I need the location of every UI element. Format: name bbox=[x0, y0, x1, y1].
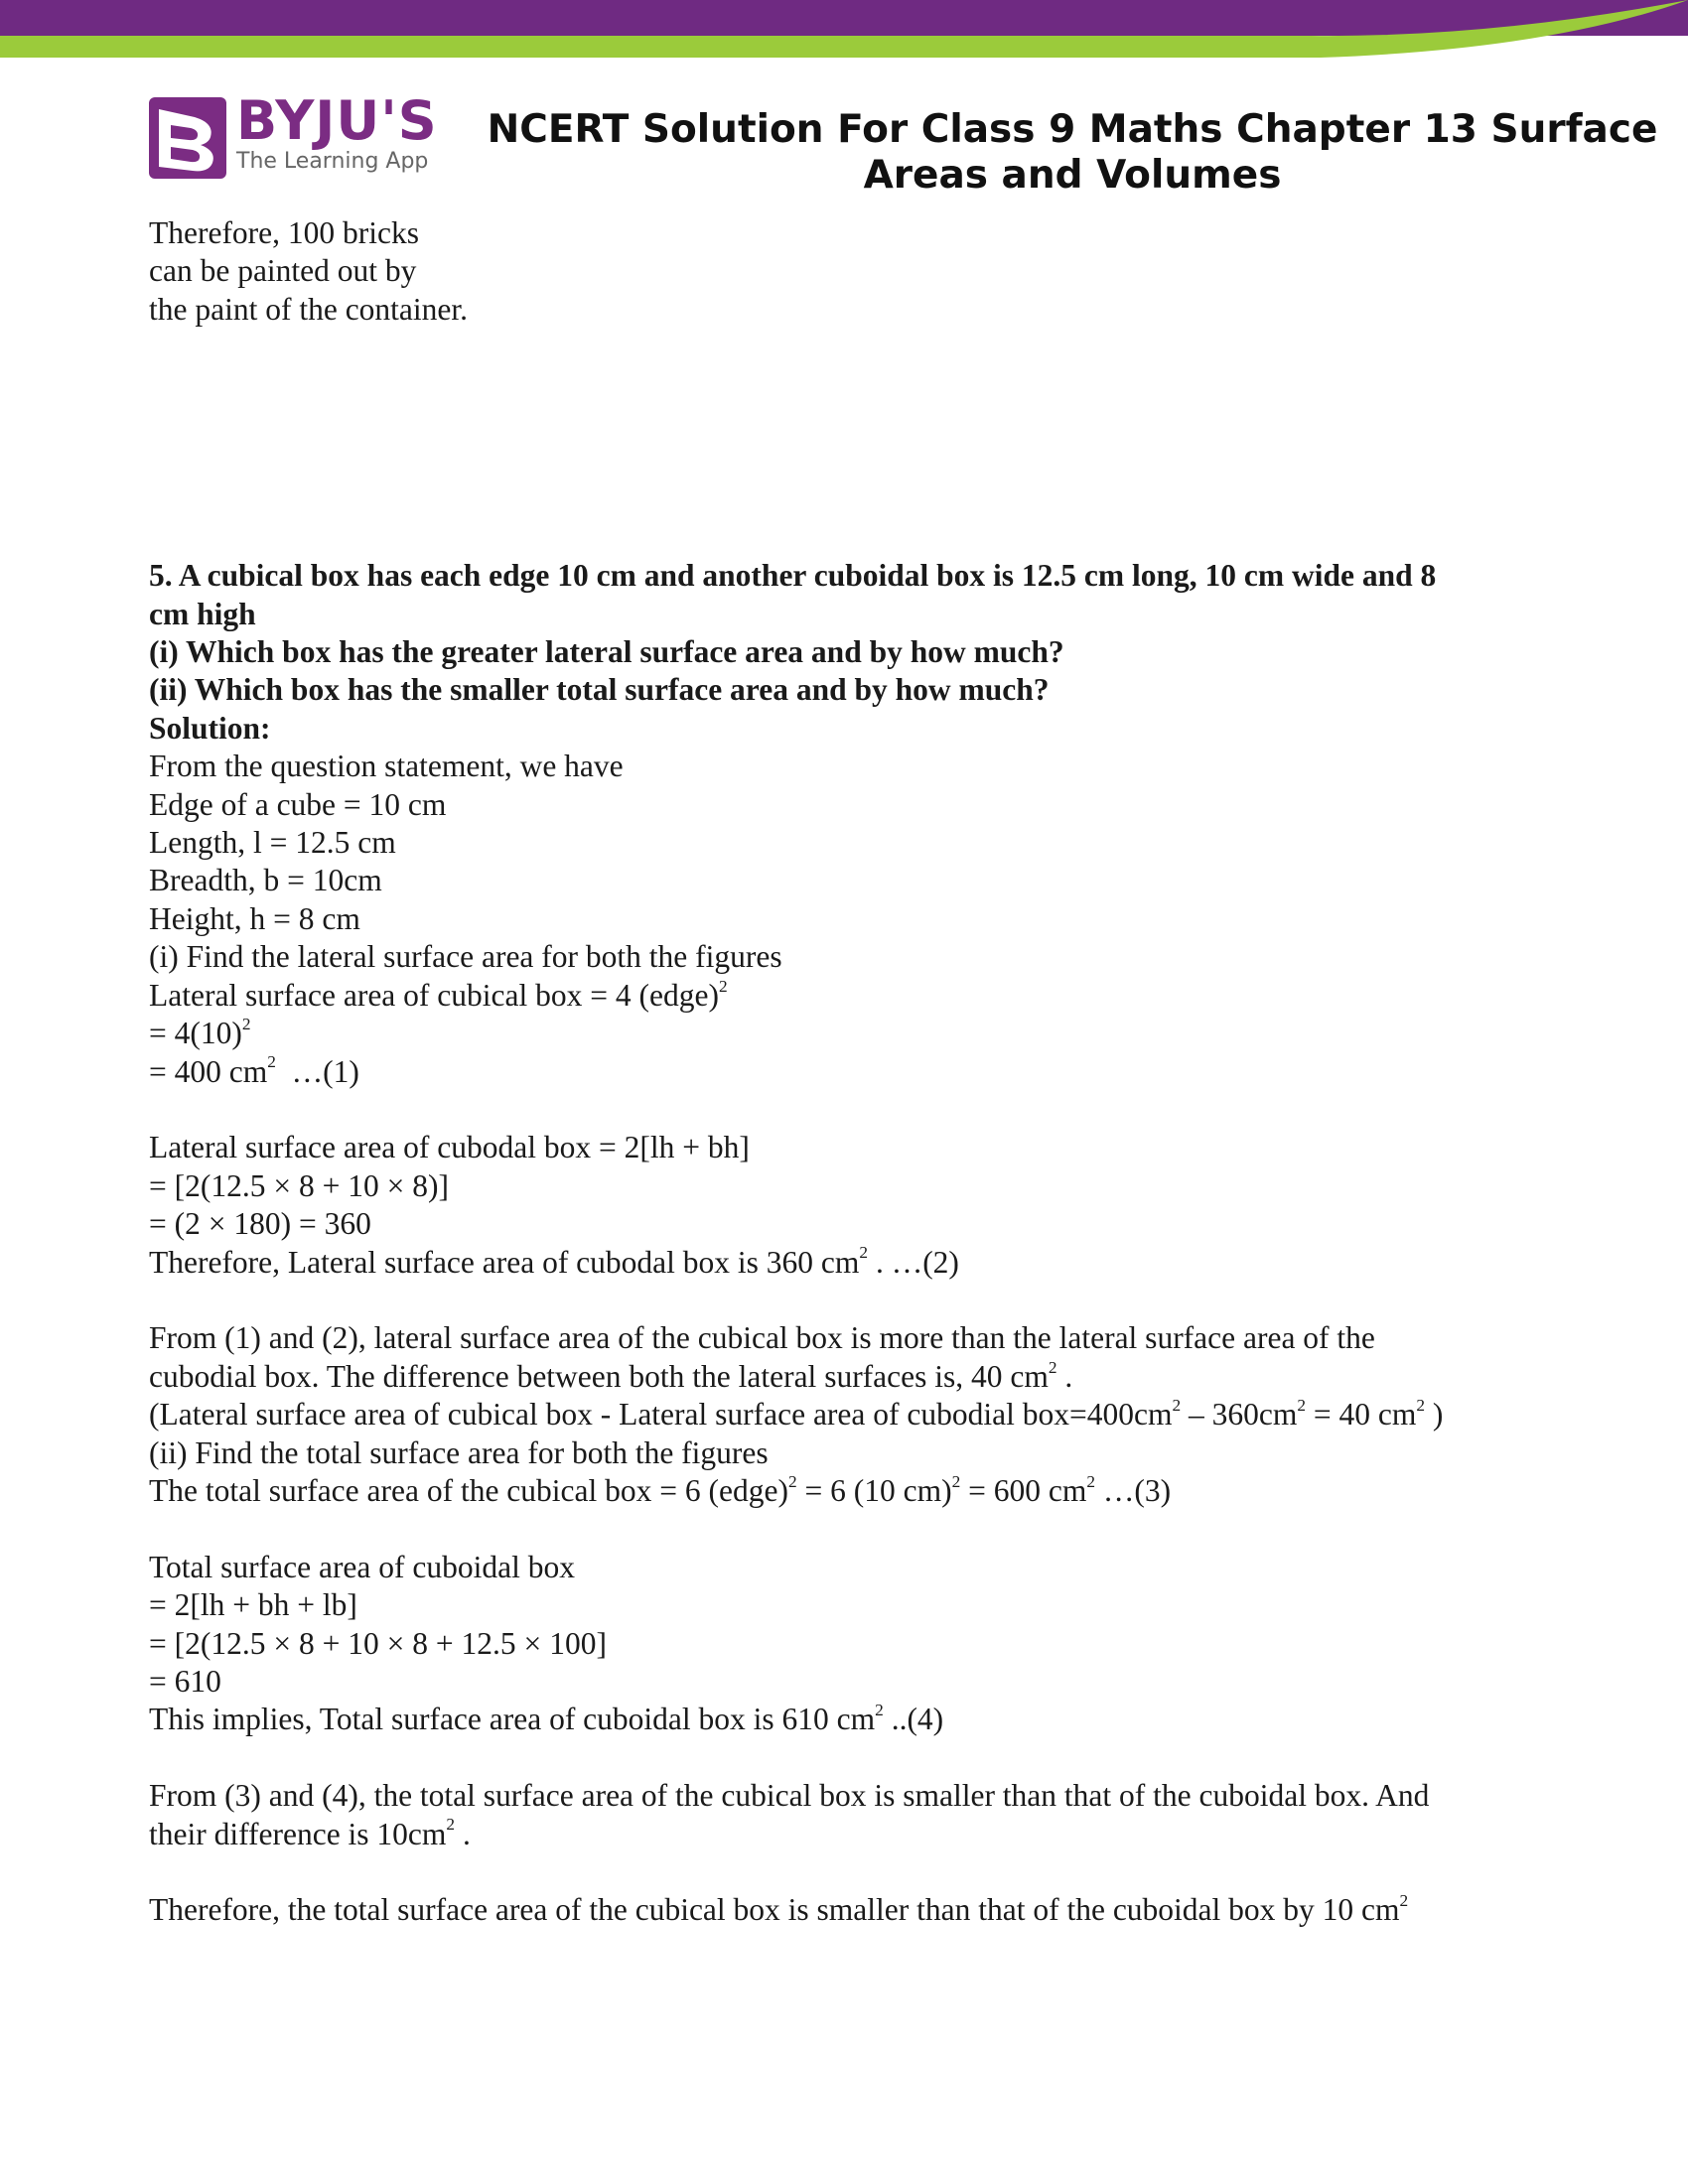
text-line: From the question statement, we have bbox=[149, 749, 624, 784]
equation-ref: …(1) bbox=[275, 1053, 359, 1089]
equation-line bbox=[149, 977, 1539, 1015]
equation-text: = 6 (10 cm) bbox=[796, 1472, 952, 1508]
superscript: 2 bbox=[859, 1243, 869, 1263]
byjus-logo bbox=[149, 89, 438, 181]
equation-line bbox=[149, 1472, 1539, 1510]
superscript: 2 bbox=[1297, 1396, 1307, 1416]
equation-ref: ..(4) bbox=[883, 1702, 944, 1737]
superscript: 2 bbox=[787, 1471, 797, 1491]
superscript: 2 bbox=[875, 1701, 884, 1720]
equation-line: = (2 × 180) = 360 bbox=[149, 1206, 371, 1242]
equation-line: = [2(12.5 × 8 + 10 × 8)] bbox=[149, 1167, 450, 1203]
equation-line: = 610 bbox=[149, 1663, 221, 1699]
text-line bbox=[149, 1396, 1539, 1433]
text-line: Height, h = 8 cm bbox=[149, 900, 360, 936]
equation-line: Lateral surface area of cubodal box = 2[lh + bh] bbox=[149, 1130, 750, 1165]
superscript: 2 bbox=[1172, 1396, 1182, 1416]
text-line bbox=[149, 1358, 1539, 1396]
line-text: their difference is 10cm bbox=[149, 1816, 447, 1851]
text-line: From (1) and (2), lateral surface area of the cubical box is more than the lateral surface area of the bbox=[149, 1320, 1375, 1356]
superscript: 2 bbox=[241, 1015, 251, 1033]
equation-line: = [2(12.5 × 8 + 10 × 8 + 12.5 × 100] bbox=[149, 1625, 607, 1661]
equation-text: = 4(10) bbox=[149, 1016, 242, 1051]
final-answer bbox=[149, 1891, 1539, 1929]
equation-text: Lateral surface area of cubical box = 4 (edge) bbox=[149, 977, 719, 1013]
document-title: NCERT Solution For Class 9 Maths Chapter 13 Surface Areas and Volumes bbox=[487, 107, 1658, 198]
question-text: cm high bbox=[149, 596, 256, 631]
question-part-i: (i) Which box has the greater lateral surface area and by how much? bbox=[149, 634, 1064, 670]
superscript: 2 bbox=[1399, 1891, 1409, 1911]
text-line: Total surface area of cuboidal box bbox=[149, 1549, 575, 1584]
superscript: 2 bbox=[951, 1471, 961, 1491]
equation-line bbox=[149, 1244, 1539, 1282]
brand-name: BYJU'S bbox=[236, 89, 438, 152]
line-text: – 360cm bbox=[1181, 1397, 1298, 1433]
line-text: . bbox=[1056, 1358, 1073, 1394]
text-line: Edge of a cube = 10 cm bbox=[149, 786, 447, 822]
text-line: (i) Find the lateral surface area for both the figures bbox=[149, 939, 782, 975]
line-text: = 40 cm bbox=[1306, 1397, 1417, 1433]
superscript: 2 bbox=[267, 1052, 276, 1072]
line-text: . bbox=[455, 1816, 471, 1851]
document-body bbox=[149, 214, 1539, 1930]
text-line: Breadth, b = 10cm bbox=[149, 863, 382, 898]
equation-line bbox=[149, 1701, 1539, 1738]
equation-line bbox=[149, 1015, 1539, 1052]
equation-text: This implies, Total surface area of cuboidal box is 610 cm bbox=[149, 1702, 876, 1737]
solution-label: Solution: bbox=[149, 710, 271, 746]
byjus-logo-icon bbox=[149, 97, 226, 179]
superscript: 2 bbox=[446, 1815, 456, 1835]
text-line: Length, l = 12.5 cm bbox=[149, 825, 396, 861]
line-text: (Lateral surface area of cubical box - Lateral surface area of cubodial box=400cm bbox=[149, 1397, 1173, 1433]
equation-text: The total surface area of the cubical box = 6 (edge) bbox=[149, 1472, 788, 1508]
superscript: 2 bbox=[1416, 1396, 1426, 1416]
text-line: Therefore, 100 bricks bbox=[149, 215, 420, 250]
question-text: 5. A cubical box has each edge 10 cm and another cuboidal box is 12.5 cm long, 10 cm wide and 8 bbox=[149, 558, 1437, 594]
text-line: From (3) and (4), the total surface area of the cubical box is smaller than that of the cuboidal box. And bbox=[149, 1778, 1430, 1814]
header-color-bands bbox=[0, 0, 1688, 79]
text-line: the paint of the container. bbox=[149, 291, 469, 327]
text-line: (ii) Find the total surface area for both the figures bbox=[149, 1434, 769, 1470]
line-text: Therefore, the total surface area of the cubical box is smaller than that of the cuboidal box by 10 cm bbox=[149, 1892, 1400, 1928]
brand-tagline: The Learning App bbox=[236, 149, 429, 174]
equation-text: = 400 cm bbox=[149, 1053, 268, 1089]
equation-text: = 600 cm bbox=[960, 1472, 1087, 1508]
superscript: 2 bbox=[718, 976, 728, 996]
text-line: can be painted out by bbox=[149, 253, 417, 289]
equation-text: Therefore, Lateral surface area of cubodal box is 360 cm bbox=[149, 1244, 860, 1280]
superscript: 2 bbox=[1086, 1471, 1096, 1491]
line-text: ) bbox=[1425, 1397, 1444, 1433]
equation-ref: . …(2) bbox=[868, 1244, 959, 1280]
equation-ref: …(3) bbox=[1095, 1472, 1172, 1508]
equation-line: = 2[lh + bh + lb] bbox=[149, 1587, 357, 1623]
text-line bbox=[149, 1816, 1539, 1853]
line-text: cubodial box. The difference between both the lateral surfaces is, 40 cm bbox=[149, 1358, 1049, 1394]
equation-line bbox=[149, 1053, 1539, 1091]
question-part-ii: (ii) Which box has the smaller total surface area and by how much? bbox=[149, 672, 1050, 708]
superscript: 2 bbox=[1048, 1357, 1057, 1377]
